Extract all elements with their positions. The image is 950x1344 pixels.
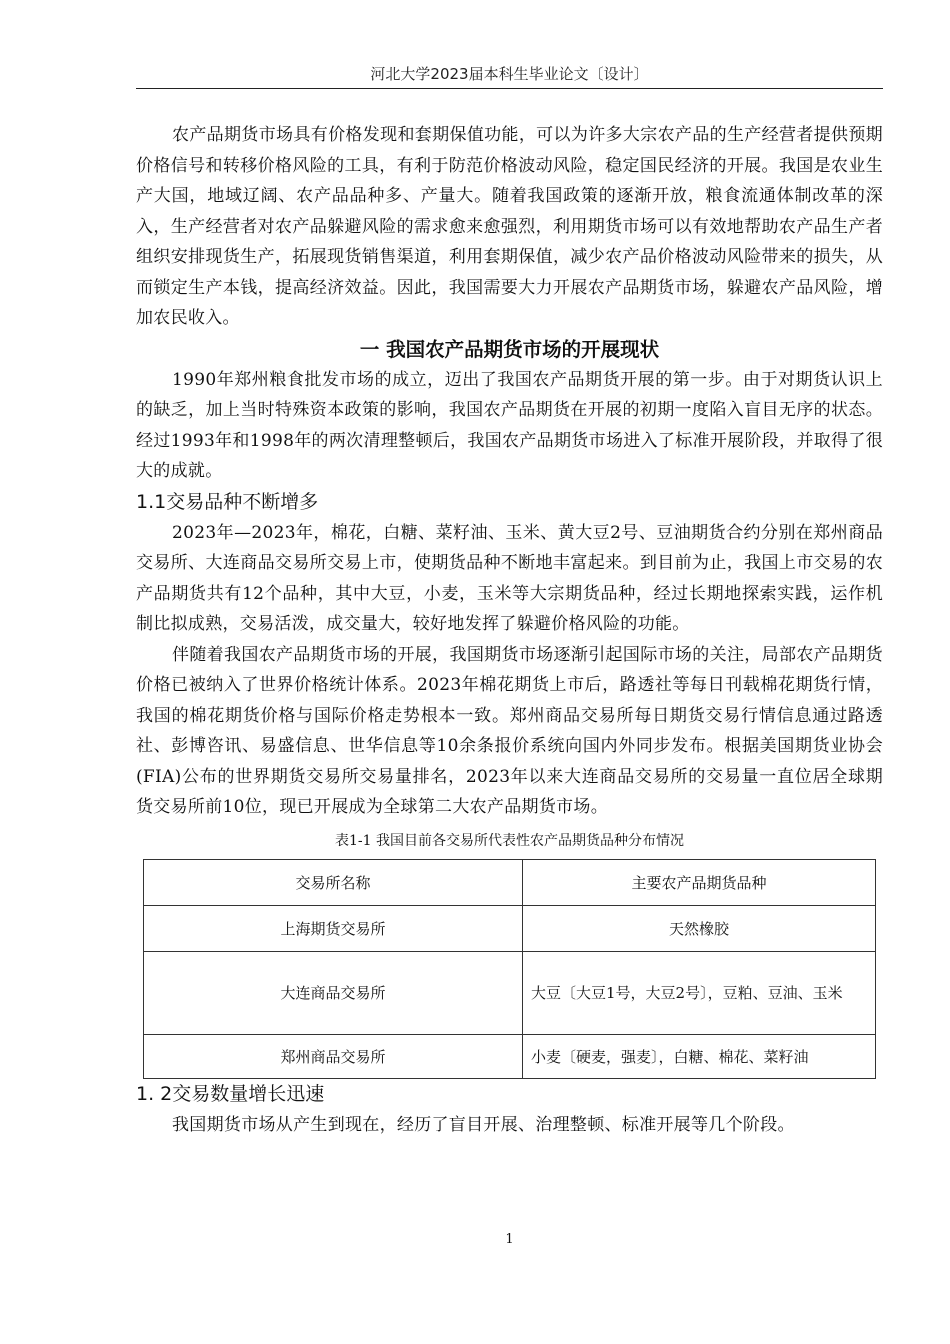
table-header-row <box>144 859 876 905</box>
subsection-heading-1-2: 1. 2交易数量增长迅速 <box>136 1082 325 1105</box>
running-header: 河北大学2023届本科生毕业论文〔设计〕 <box>370 65 649 83</box>
table-header-cell: 主要农产品期货品种 <box>523 859 876 905</box>
table-cell: 郑州商品交易所 <box>144 1034 523 1078</box>
table-header-cell: 交易所名称 <box>144 859 523 905</box>
subsection-paragraph: 我国期货市场从产生到现在，经历了盲目开展、治理整顿、标准开展等几个阶段。 <box>172 1114 795 1135</box>
section-paragraph: 1990年郑州粮食批发市场的成立，迈出了我国农产品期货开展的第一步。由于对期货认识上的缺乏，加上当时特殊资本政策的影响，我国农产品期货在开展的初期一度陷入盲目无序的状态。经过1993年和1998年的两次清理整顿后，我国农产品期货市场进入了标准开展阶段，并取得了很大的成就。 <box>136 369 883 481</box>
header-divider <box>136 88 883 89</box>
intro-paragraph: 农产品期货市场具有价格发现和套期保值功能，可以为许多大宗农产品的生产经营者提供预期价格信号和转移价格风险的工具，有利于防范价格波动风险，稳定国民经济的开展。我国是农业生产大国，地域辽阔、农产品品种多、产量大。随着我国政策的逐渐开放，粮食流通体制改革的深入，生产经营者对农产品躲避风险的需求愈来愈强烈，利用期货市场可以有效地帮助农产品生产者组织安排现货生产，拓展现货销售渠道，利用套期保值，减少农产品价格波动风险带来的损失，从而锁定生产本钱，提高经济效益。因此，我国需要大力开展农产品期货市场，躲避农产品风险，增加农民收入。 <box>136 125 883 328</box>
exchange-table <box>143 859 876 1079</box>
table-cell: 天然橡胶 <box>523 905 876 951</box>
subsection-paragraph: 2023年—2023年，棉花，白糖、菜籽油、玉米、黄大豆2号、豆油期货合约分别在郑州商品交易所、大连商品交易所交易上市，使期货品种不断地丰富起来。到目前为止，我国上市交易的农产品期货共有12个品种，其中大豆，小麦，玉米等大宗期货品种，经过长期地探索实践，运作机制比拟成熟，交易活泼，成交量大，较好地发挥了躲避价格风险的功能。 <box>136 522 883 634</box>
table-cell: 大连商品交易所 <box>144 951 523 1034</box>
table-cell: 上海期货交易所 <box>144 905 523 951</box>
page-number: 1 <box>505 1232 514 1247</box>
subsection-heading-1-1: 1.1交易品种不断增多 <box>136 490 319 513</box>
table-row <box>144 951 876 1034</box>
table-cell: 小麦〔硬麦，强麦〕，白糖、棉花、菜籽油 <box>523 1034 876 1078</box>
table-row <box>144 1034 876 1078</box>
subsection-paragraph: 伴随着我国农产品期货市场的开展，我国期货市场逐渐引起国际市场的关注，局部农产品期货价格已被纳入了世界价格统计体系。2023年棉花期货上市后，路透社等每日刊载棉花期货行情，我国的棉花期货价格与国际价格走势根本一致。郑州商品交易所每日期货交易行情信息通过路透社、彭博咨讯、易盛信息、世华信息等10余条报价系统向国内外同步发布。根据美国期货业协会(FIA)公布的世界期货交易所交易量排名，2023年以来大连商品交易所的交易量一直位居全球期货交易所前10位，现已开展成为全球第二大农产品期货市场。 <box>136 644 883 817</box>
table-row <box>144 905 876 951</box>
table-caption: 表1-1 我国目前各交易所代表性农产品期货品种分布情况 <box>335 832 684 849</box>
section-heading: 一 我国农产品期货市场的开展现状 <box>359 337 660 361</box>
table-cell: 大豆〔大豆1号，大豆2号〕，豆粕、豆油、玉米 <box>523 951 876 1034</box>
page-body <box>136 120 883 1140</box>
